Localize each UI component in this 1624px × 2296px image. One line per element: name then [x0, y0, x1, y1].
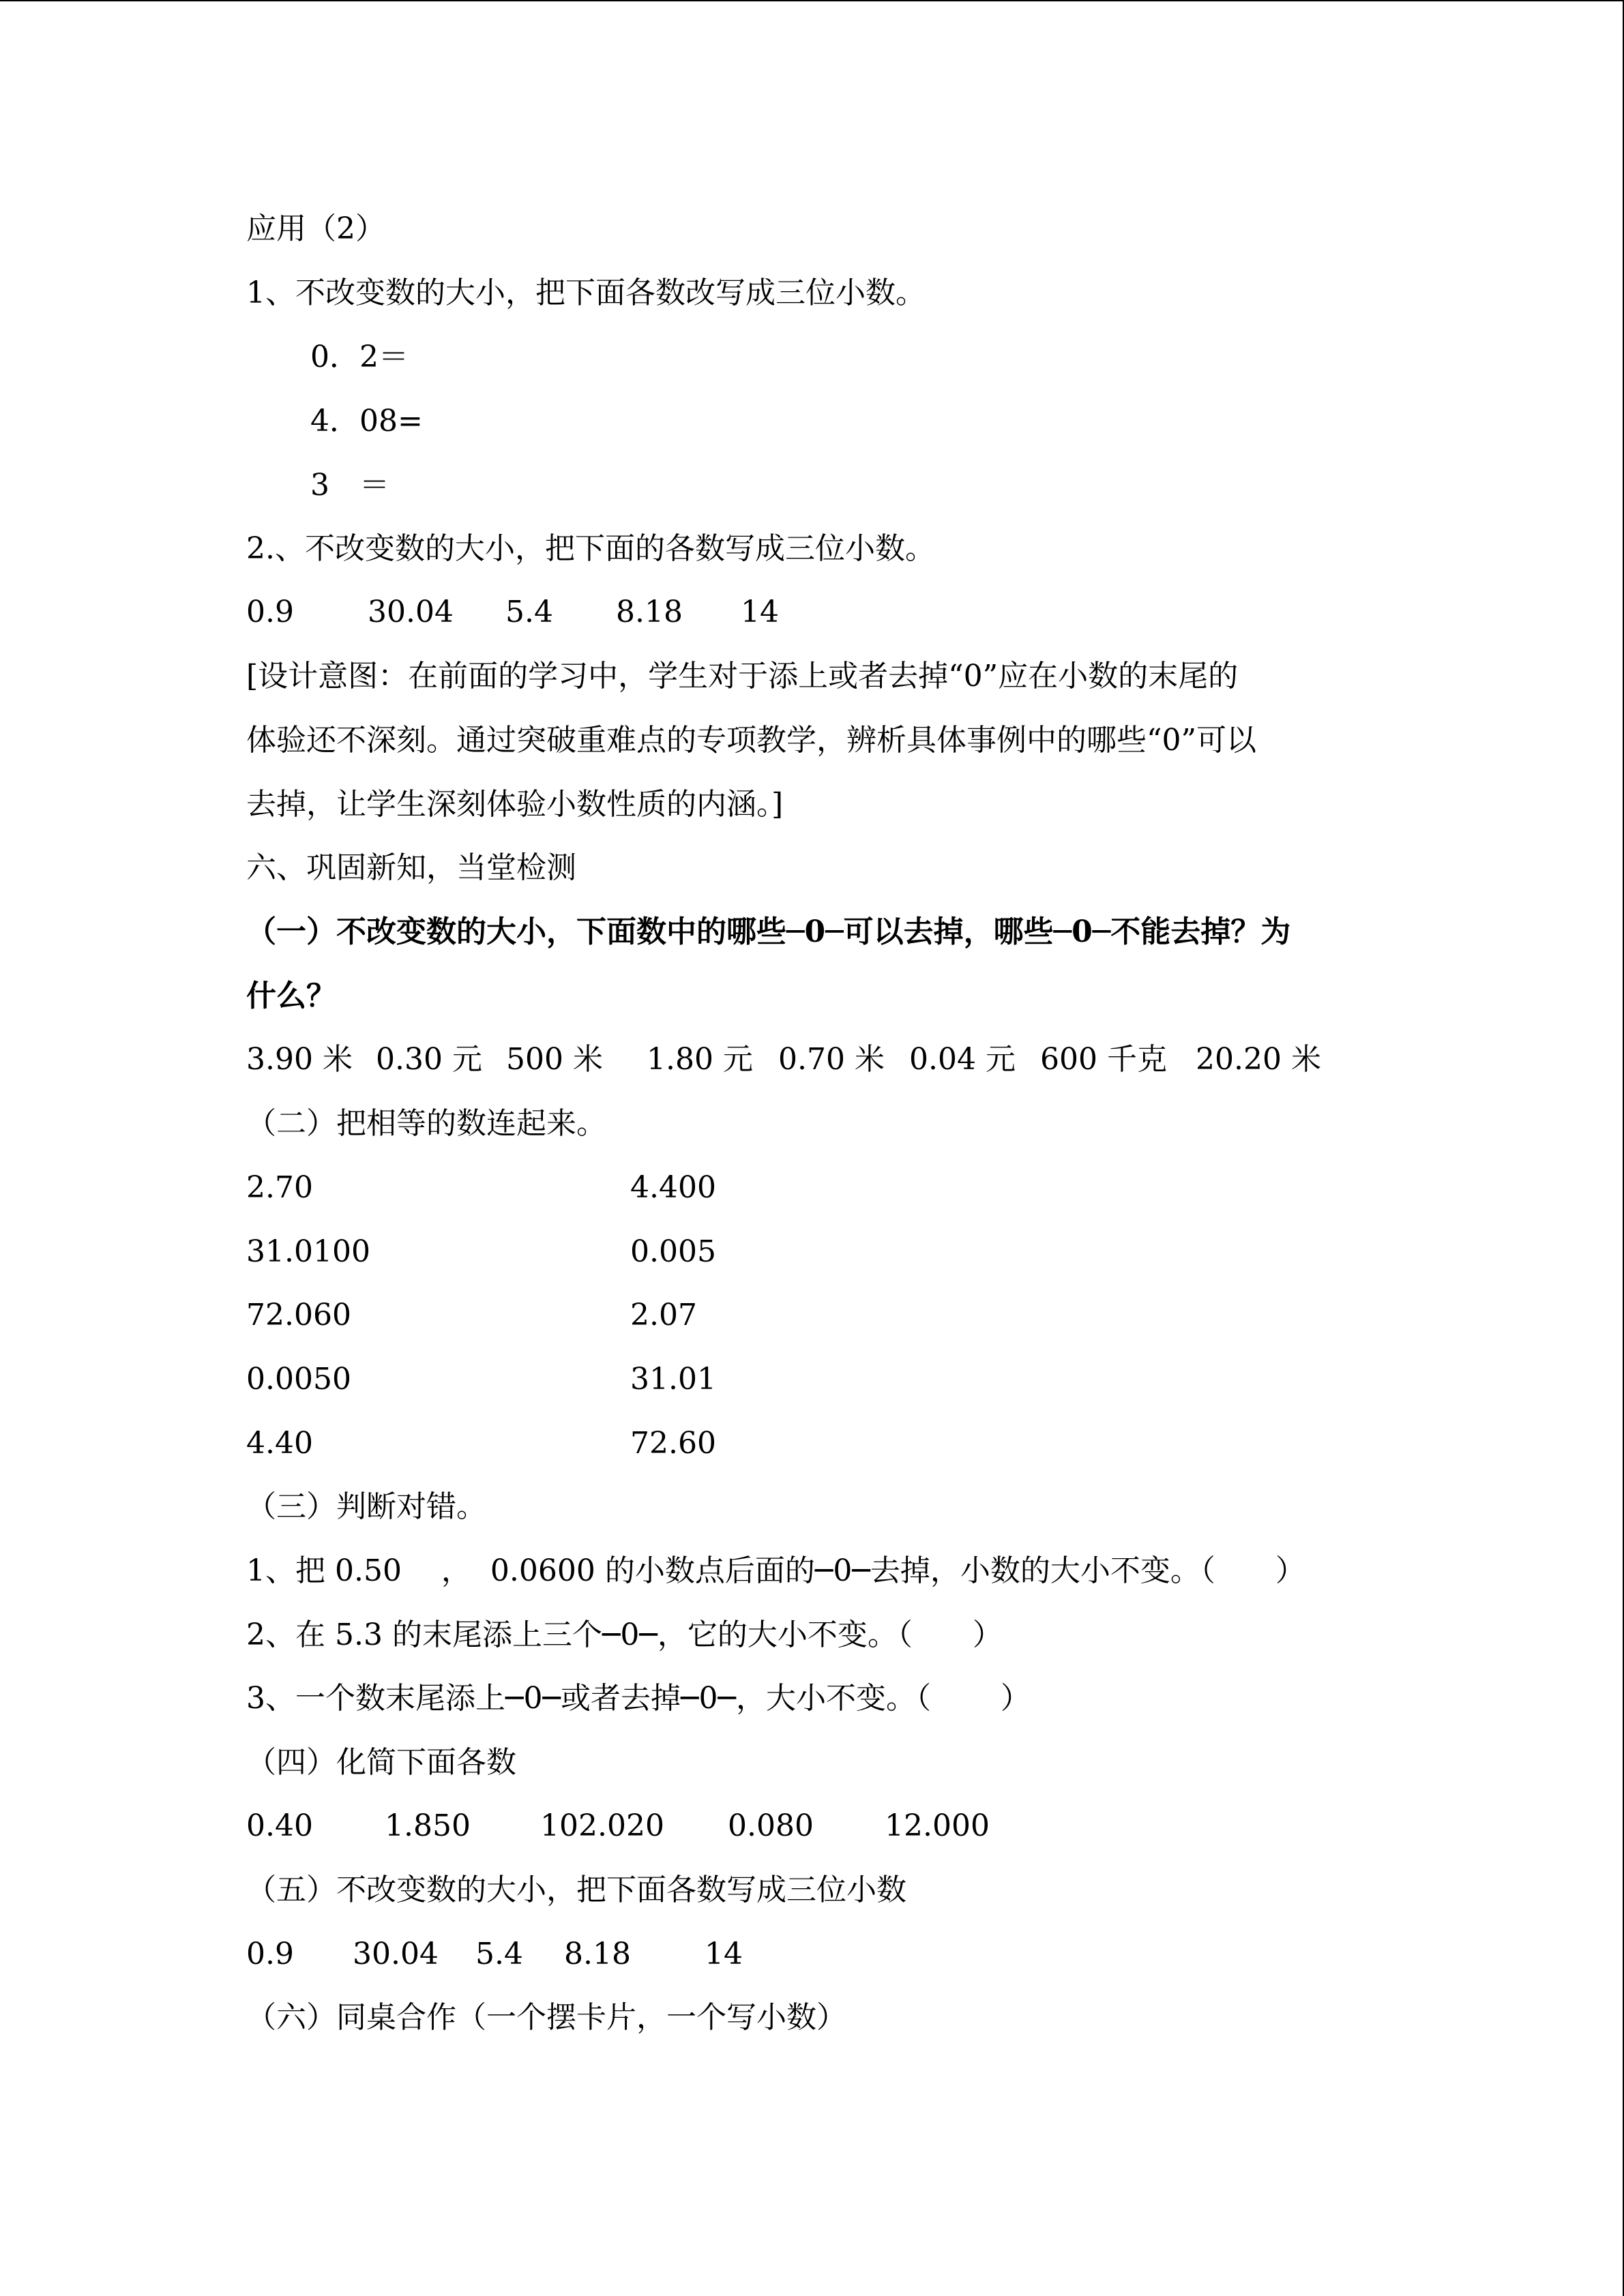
match-left: 2.70: [246, 1170, 313, 1205]
part2-prompt: （二）把相等的数连起来。: [246, 1106, 606, 1141]
part1-value: 600 千克: [1040, 1042, 1167, 1077]
q1-item: 3 ＝: [310, 468, 389, 503]
part5-prompt: （五）不改变数的大小，把下面各数写成三位小数: [246, 1873, 906, 1907]
match-right: 31.01: [630, 1362, 716, 1397]
page-title: 应用（2）: [246, 211, 385, 246]
match-left: 72.060: [246, 1298, 351, 1332]
q2-number: 14: [741, 595, 779, 629]
part4-number: 102.020: [540, 1808, 664, 1843]
part4-number: 0.40: [246, 1808, 313, 1843]
judgement-item: 2、在 5.3 的末尾添上三个─0─，它的大小不变。（ ）: [246, 1617, 1003, 1652]
design-note-line: 去掉，让学生深刻体验小数性质的内涵。]: [246, 787, 784, 822]
design-note-line: [设计意图：在前面的学习中，学生对于添上或者去掉“0”应在小数的末尾的: [246, 659, 1239, 694]
match-left: 4.40: [246, 1426, 313, 1461]
judgement-item: 1、把 0.50 ， 0.0600 的小数点后面的─0─去掉，小数的大小不变。（ ）: [246, 1553, 1305, 1588]
part1-value: 1.80 元: [647, 1042, 753, 1077]
part5-number: 8.18: [564, 1937, 631, 1971]
part4-number: 12.000: [885, 1808, 990, 1843]
q2-number: 0.9: [246, 595, 294, 629]
q2-number: 30.04: [368, 595, 454, 629]
part1-prompt: （一）不改变数的大小，下面数中的哪些─0─可以去掉，哪些─0─不能去掉？为: [246, 914, 1291, 949]
part1-prompt: 什么？: [246, 979, 336, 1013]
match-right: 0.005: [630, 1234, 716, 1269]
part5-number: 30.04: [353, 1937, 439, 1971]
part4-prompt: （四）化简下面各数: [246, 1745, 516, 1780]
part5-number: 5.4: [475, 1937, 523, 1971]
part4-number: 0.080: [728, 1808, 814, 1843]
part1-value: 500 米: [506, 1042, 603, 1077]
q2-number: 8.18: [616, 595, 683, 629]
match-right: 72.60: [630, 1426, 716, 1461]
part1-value: 0.04 元: [909, 1042, 1016, 1077]
part1-value: 20.20 米: [1196, 1042, 1321, 1077]
judgement-item: 3、一个数末尾添上─0─或者去掉─0─，大小不变。（ ）: [246, 1681, 1031, 1716]
part5-number: 0.9: [246, 1937, 294, 1971]
page-top-border: [0, 0, 1624, 1]
match-right: 4.400: [630, 1170, 716, 1205]
part6-prompt: （六）同桌合作（一个摆卡片，一个写小数）: [246, 2000, 846, 2035]
q2-prompt: 2.、不改变数的大小，把下面的各数写成三位小数。: [246, 531, 935, 566]
section6-heading: 六、巩固新知，当堂检测: [246, 850, 576, 885]
part1-value: 3.90 米: [246, 1042, 353, 1077]
design-note-line: 体验还不深刻。通过突破重难点的专项教学，辨析具体事例中的哪些“0”可以: [246, 723, 1256, 758]
q1-item: 0．2＝: [310, 340, 409, 374]
q2-number: 5.4: [505, 595, 553, 629]
match-right: 2.07: [630, 1298, 697, 1332]
q1-prompt: 1、不改变数的大小，把下面各数改写成三位小数。: [246, 275, 926, 310]
q1-item: 4．08=: [310, 404, 423, 438]
part1-value: 0.70 米: [778, 1042, 885, 1077]
match-left: 0.0050: [246, 1362, 351, 1397]
part4-number: 1.850: [385, 1808, 471, 1843]
part5-number: 14: [705, 1937, 743, 1971]
part1-value: 0.30 元: [376, 1042, 482, 1077]
part3-prompt: （三）判断对错。: [246, 1489, 486, 1524]
match-left: 31.0100: [246, 1234, 370, 1269]
